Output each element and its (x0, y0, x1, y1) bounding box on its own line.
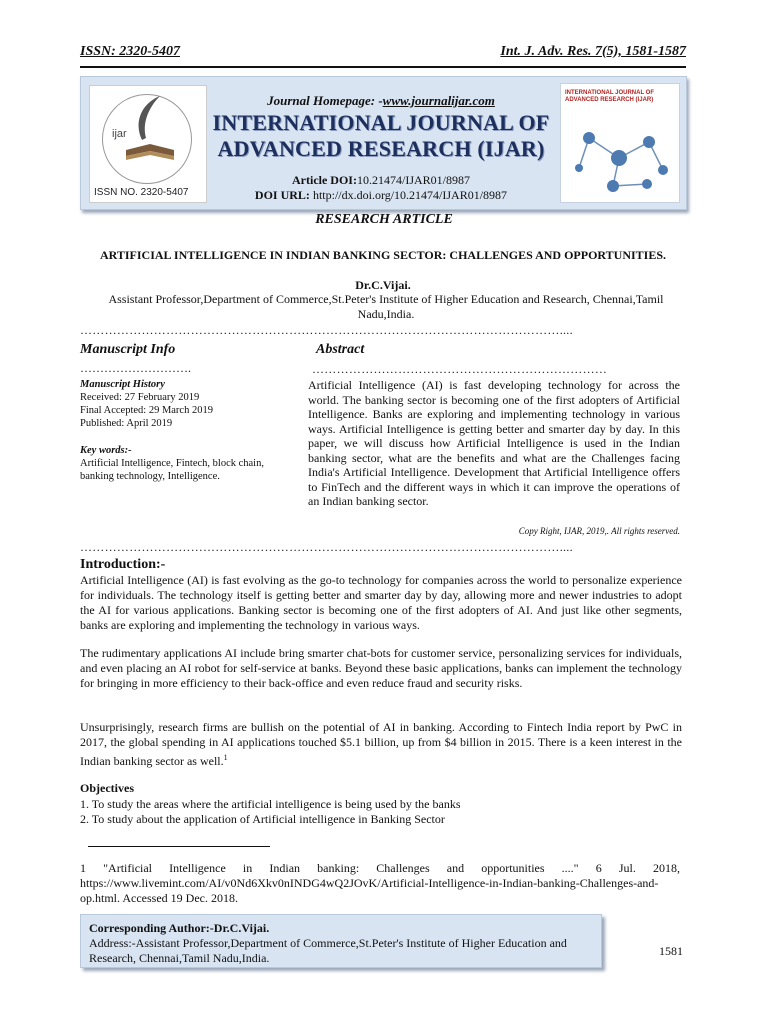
journal-title-line1: INTERNATIONAL JOURNAL OF (212, 110, 550, 135)
journal-banner (80, 76, 687, 210)
introduction-heading: Introduction:- (80, 557, 166, 572)
intro-paragraph-3-text: Unsurprisingly, research firms are bullish on the potential of AI in banking. According to Fintech India report by PwC in 2017, the global spending in AI applications touched $5.1 billion, up from $4 billion in 2015. There is a keen interest in the Indian banking sector as well. (80, 720, 682, 768)
journal-logo (89, 85, 207, 203)
received-date: Received: 27 February 2019 (80, 392, 200, 403)
separator-bottom: ……………………………………………………………………………………………………….... (80, 540, 573, 554)
objective-item: 1. To study the areas where the artificial intelligence is being used by the banks (80, 797, 461, 811)
history-heading: Manuscript History (80, 379, 165, 390)
footnote-ref[interactable]: 1 (223, 753, 228, 762)
objective-item: 2. To study about the application of Artificial intelligence in Banking Sector (80, 812, 445, 826)
banner-center (211, 93, 551, 203)
abstract-text: Artificial Intelligence (AI) is fast developing technology for across the world. The banking sector is becoming one of the first adopters of Artificial Intelligence. Banks are exploring and implementing technology in various ways. Artificial Intelligence is getting better and smarter day by day. In this paper, we will discuss how Artificial Intelligence is used in the Indian banking sector, what are the benefits and what are the Challenges facing India's Artificial Intelligence. Development that Artificial Intelligence offers to FinTech and the different ways in which it can improve the operations of an Indian banking sector. (308, 378, 680, 508)
manuscript-info-heading: Manuscript Info (80, 342, 176, 357)
logo-text: ijar (112, 128, 127, 140)
intro-paragraph-1: Artificial Intelligence (AI) is fast evolving as the go-to technology for companies across the world to personalize experience for individuals. The technology itself is getting better and smarter day by day, allowing more and newer industries to adopt the AI for various applications. Banking sector is becoming one of the first adopters of AI. And just like other segments, banks are exploring and implementing the technology in various ways. (80, 573, 682, 632)
doi-value: 10.21474/IJAR01/8987 (356, 173, 470, 187)
header-rule (80, 66, 686, 68)
molecule-icon (569, 118, 673, 198)
keywords-block (80, 444, 290, 483)
paper-title: ARTIFICIAL INTELLIGENCE IN INDIAN BANKING SECTOR: CHALLENGES AND OPPORTUNITIES. (99, 248, 667, 262)
doi-url-label: DOI URL: (254, 188, 310, 202)
journal-title-line2: ADVANCED RESEARCH (IJAR) (217, 136, 545, 161)
article-type: RESEARCH ARTICLE (315, 212, 453, 227)
cover-title: INTERNATIONAL JOURNAL OF ADVANCED RESEARCH (IJAR) (565, 90, 655, 103)
doi-url-link[interactable]: http://dx.doi.org/10.21474/IJAR01/8987 (312, 188, 508, 202)
homepage-link[interactable]: www.journalijar.com (382, 93, 495, 108)
article-doi (211, 173, 551, 203)
intro-paragraph-2: The rudimentary applications AI include bring smarter chat-bots for customer service, personalizing services for individuals, and even placing an AI robot for self-service at banks. Beyond these basic applications, banks can implement the technology for bringing in more efficiency to their back-office and even reduce fraud and security risks. (80, 646, 682, 690)
keywords-heading: Key words:- (80, 445, 132, 456)
citation-label: Int. J. Adv. Res. 7(5), 1581-1587 (500, 44, 686, 59)
page-number: 1581 (659, 944, 683, 958)
corresponding-author-box (80, 914, 602, 968)
homepage-label: Journal Homepage: - (267, 93, 383, 108)
published-date: Published: April 2019 (80, 418, 173, 429)
objectives-list (80, 797, 461, 827)
corresponding-author-label: Corresponding Author:-Dr.C.Vijai. (89, 921, 270, 935)
footnote-text: 1 "Artificial Intelligence in Indian banking: Challenges and opportunities ...." 6 Jul. 2018, https://www.livemint.com/AI/v0Nd6Xkv0nINDG4wQ2JOvK/Artificial-Intelligence-in-Indian-banking-Challenges-and-op.html. Accessed 19 Dec. 2018. (80, 861, 680, 905)
copyright-note: Copy Right, IJAR, 2019,. All rights reserved. (518, 526, 680, 536)
objectives-heading: Objectives (80, 781, 134, 795)
logo-issn: ISSN NO. 2320-5407 (94, 187, 189, 198)
accepted-date: Final Accepted: 29 March 2019 (80, 405, 213, 416)
footnote-rule (88, 846, 270, 847)
manuscript-history (80, 378, 290, 430)
doi-label: Article DOI: (292, 173, 357, 187)
journal-cover-image (560, 83, 680, 203)
keywords-text: Artificial Intelligence, Fintech, block chain, banking technology, Intelligence. (80, 458, 264, 482)
quill-book-icon (120, 94, 180, 164)
abstract-heading: Abstract (316, 342, 365, 357)
intro-paragraph-3 (80, 720, 682, 769)
journal-homepage (211, 93, 551, 109)
corresponding-address: Address:-Assistant Professor,Department of Commerce,St.Peter's Institute of Higher Education and Research, Chennai,Tamil Nadu,India. (89, 936, 567, 965)
abstract-dots: ……………………………………………………………… (312, 362, 608, 376)
separator-top: ……………………………………………………………………………………………………….... (80, 323, 573, 337)
author-name: Dr.C.Vijai. (355, 278, 411, 292)
issn-label: ISSN: 2320-5407 (80, 44, 180, 59)
author-affiliation: Assistant Professor,Department of Commerce,St.Peter's Institute of Higher Education and Research, Chennai,Tamil Nadu,India. (108, 292, 664, 321)
manuscript-dots: ………………………. (80, 361, 191, 375)
